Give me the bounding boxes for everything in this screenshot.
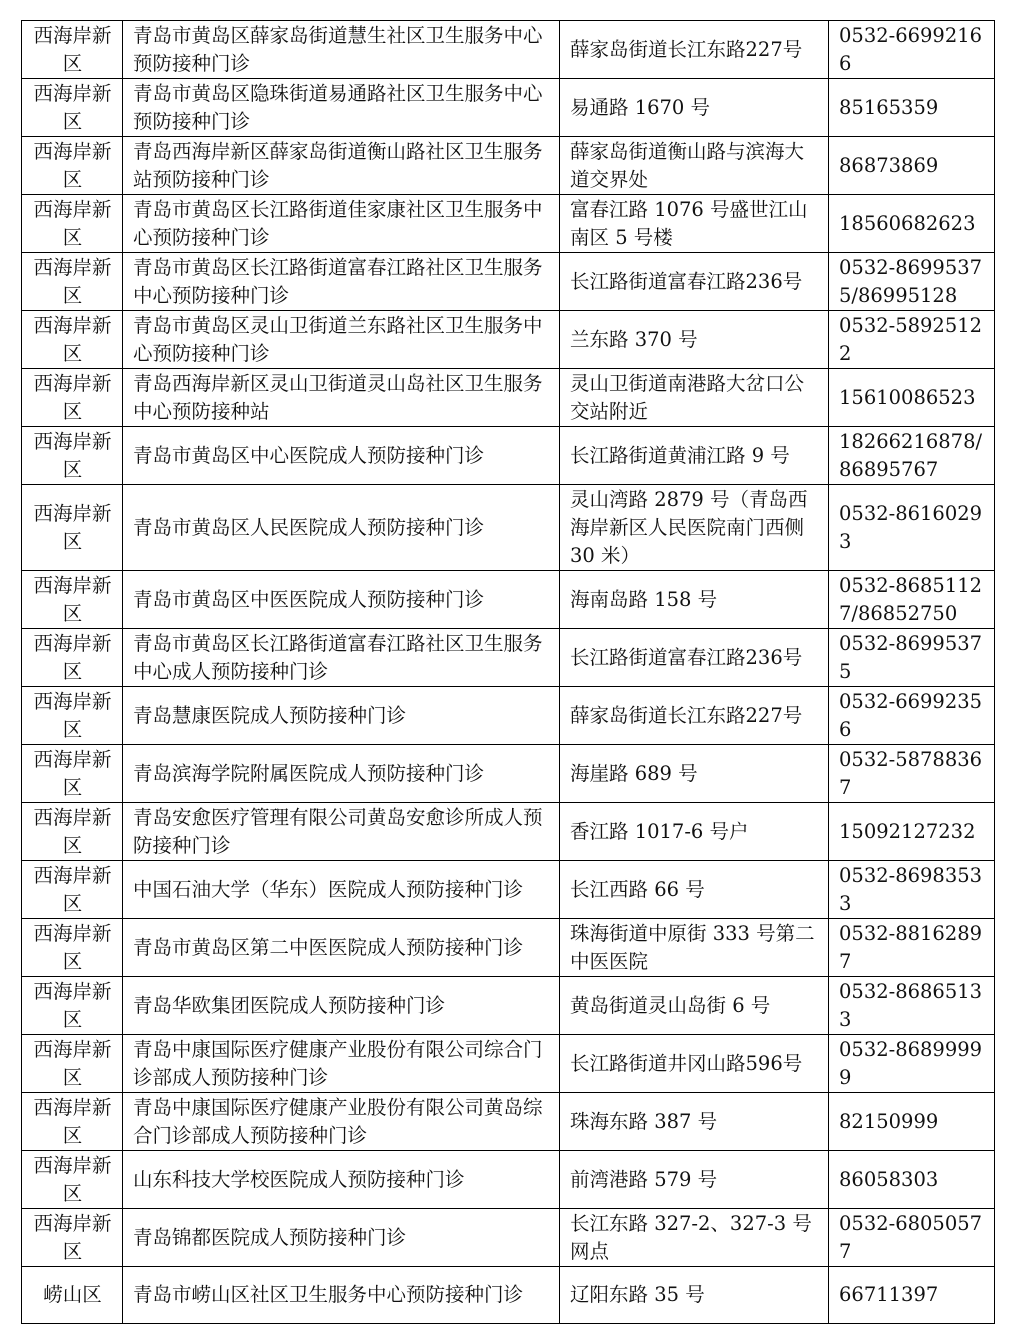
table-row (22, 369, 995, 427)
table-row (22, 1209, 995, 1267)
district-cell: 西海岸新区 (22, 311, 123, 369)
table-row (22, 629, 995, 687)
district-cell: 西海岸新区 (22, 137, 123, 195)
district-cell: 西海岸新区 (22, 427, 123, 485)
table-row (22, 803, 995, 861)
address-cell: 珠海街道中原街 333 号第二中医医院 (560, 919, 829, 977)
table-row (22, 1093, 995, 1151)
address-cell: 长江路街道黄浦江路 9 号 (560, 427, 829, 485)
clinic-table-body (22, 21, 995, 1324)
table-row (22, 919, 995, 977)
address-cell: 薛家岛街道长江东路227号 (560, 21, 829, 79)
district-cell: 西海岸新区 (22, 1093, 123, 1151)
address-cell: 长江路街道富春江路236号 (560, 253, 829, 311)
district-cell: 西海岸新区 (22, 1151, 123, 1209)
address-cell: 长江路街道富春江路236号 (560, 629, 829, 687)
clinic-name-cell: 青岛市黄岛区长江路街道富春江路社区卫生服务中心预防接种门诊 (123, 253, 560, 311)
phone-cell: 0532-86983533 (829, 861, 995, 919)
clinic-name-cell: 青岛市黄岛区长江路街道佳家康社区卫生服务中心预防接种门诊 (123, 195, 560, 253)
address-cell: 灵山湾路 2879 号（青岛西海岸新区人民医院南门西侧 30 米） (560, 485, 829, 571)
phone-cell: 0532-58788367 (829, 745, 995, 803)
phone-cell: 86873869 (829, 137, 995, 195)
clinic-name-cell: 青岛市黄岛区薛家岛街道慧生社区卫生服务中心预防接种门诊 (123, 21, 560, 79)
table-row (22, 1035, 995, 1093)
clinic-name-cell: 青岛西海岸新区薛家岛街道衡山路社区卫生服务站预防接种门诊 (123, 137, 560, 195)
clinic-name-cell: 青岛市黄岛区人民医院成人预防接种门诊 (123, 485, 560, 571)
clinic-name-cell: 青岛市黄岛区长江路街道富春江路社区卫生服务中心成人预防接种门诊 (123, 629, 560, 687)
district-cell: 西海岸新区 (22, 919, 123, 977)
district-cell: 西海岸新区 (22, 629, 123, 687)
clinic-name-cell: 青岛慧康医院成人预防接种门诊 (123, 687, 560, 745)
address-cell: 易通路 1670 号 (560, 79, 829, 137)
clinic-name-cell: 青岛华欧集团医院成人预防接种门诊 (123, 977, 560, 1035)
clinic-table (21, 20, 995, 1324)
table-row (22, 253, 995, 311)
address-cell: 长江西路 66 号 (560, 861, 829, 919)
address-cell: 富春江路 1076 号盛世江山南区 5 号楼 (560, 195, 829, 253)
address-cell: 前湾港路 579 号 (560, 1151, 829, 1209)
clinic-name-cell: 山东科技大学校医院成人预防接种门诊 (123, 1151, 560, 1209)
vaccination-clinic-list (21, 20, 995, 1324)
phone-cell: 85165359 (829, 79, 995, 137)
table-row (22, 311, 995, 369)
phone-cell: 86058303 (829, 1151, 995, 1209)
table-row (22, 21, 995, 79)
table-row (22, 861, 995, 919)
clinic-name-cell: 青岛锦都医院成人预防接种门诊 (123, 1209, 560, 1267)
clinic-name-cell: 青岛市黄岛区中医医院成人预防接种门诊 (123, 571, 560, 629)
clinic-name-cell: 青岛西海岸新区灵山卫街道灵山岛社区卫生服务中心预防接种站 (123, 369, 560, 427)
district-cell: 西海岸新区 (22, 253, 123, 311)
phone-cell: 0532-68050577 (829, 1209, 995, 1267)
phone-cell: 15092127232 (829, 803, 995, 861)
clinic-name-cell: 青岛滨海学院附属医院成人预防接种门诊 (123, 745, 560, 803)
district-cell: 西海岸新区 (22, 79, 123, 137)
district-cell: 西海岸新区 (22, 803, 123, 861)
phone-cell: 0532-86160293 (829, 485, 995, 571)
district-cell: 西海岸新区 (22, 1209, 123, 1267)
district-cell: 西海岸新区 (22, 21, 123, 79)
phone-cell: 0532-86851127/86852750 (829, 571, 995, 629)
address-cell: 香江路 1017-6 号户 (560, 803, 829, 861)
table-row (22, 79, 995, 137)
clinic-name-cell: 青岛市黄岛区中心医院成人预防接种门诊 (123, 427, 560, 485)
district-cell: 崂山区 (22, 1267, 123, 1324)
clinic-name-cell: 青岛中康国际医疗健康产业股份有限公司综合门诊部成人预防接种门诊 (123, 1035, 560, 1093)
clinic-name-cell: 中国石油大学（华东）医院成人预防接种门诊 (123, 861, 560, 919)
address-cell: 珠海东路 387 号 (560, 1093, 829, 1151)
phone-cell: 18560682623 (829, 195, 995, 253)
address-cell: 长江东路 327-2、327-3 号网点 (560, 1209, 829, 1267)
phone-cell: 66711397 (829, 1267, 995, 1324)
clinic-name-cell: 青岛市黄岛区灵山卫街道兰东路社区卫生服务中心预防接种门诊 (123, 311, 560, 369)
phone-cell: 0532-86899999 (829, 1035, 995, 1093)
table-row (22, 485, 995, 571)
phone-cell: 0532-88162897 (829, 919, 995, 977)
phone-cell: 0532-66992166 (829, 21, 995, 79)
table-row (22, 1267, 995, 1324)
table-row (22, 1151, 995, 1209)
district-cell: 西海岸新区 (22, 687, 123, 745)
table-row (22, 687, 995, 745)
district-cell: 西海岸新区 (22, 745, 123, 803)
clinic-name-cell: 青岛市黄岛区隐珠街道易通路社区卫生服务中心预防接种门诊 (123, 79, 560, 137)
table-row (22, 977, 995, 1035)
table-row (22, 745, 995, 803)
table-row (22, 427, 995, 485)
address-cell: 海南岛路 158 号 (560, 571, 829, 629)
phone-cell: 0532-86995375 (829, 629, 995, 687)
district-cell: 西海岸新区 (22, 861, 123, 919)
address-cell: 辽阳东路 35 号 (560, 1267, 829, 1324)
address-cell: 长江路街道井冈山路596号 (560, 1035, 829, 1093)
clinic-name-cell: 青岛安愈医疗管理有限公司黄岛安愈诊所成人预防接种门诊 (123, 803, 560, 861)
address-cell: 灵山卫街道南港路大岔口公交站附近 (560, 369, 829, 427)
phone-cell: 0532-66992356 (829, 687, 995, 745)
district-cell: 西海岸新区 (22, 369, 123, 427)
address-cell: 薛家岛街道长江东路227号 (560, 687, 829, 745)
phone-cell: 15610086523 (829, 369, 995, 427)
district-cell: 西海岸新区 (22, 1035, 123, 1093)
table-row (22, 195, 995, 253)
district-cell: 西海岸新区 (22, 485, 123, 571)
phone-cell: 82150999 (829, 1093, 995, 1151)
district-cell: 西海岸新区 (22, 195, 123, 253)
clinic-name-cell: 青岛中康国际医疗健康产业股份有限公司黄岛综合门诊部成人预防接种门诊 (123, 1093, 560, 1151)
clinic-name-cell: 青岛市黄岛区第二中医医院成人预防接种门诊 (123, 919, 560, 977)
table-row (22, 137, 995, 195)
district-cell: 西海岸新区 (22, 977, 123, 1035)
phone-cell: 0532-86995375/86995128 (829, 253, 995, 311)
table-row (22, 571, 995, 629)
address-cell: 海崖路 689 号 (560, 745, 829, 803)
address-cell: 薛家岛街道衡山路与滨海大道交界处 (560, 137, 829, 195)
clinic-name-cell: 青岛市崂山区社区卫生服务中心预防接种门诊 (123, 1267, 560, 1324)
phone-cell: 0532-86865133 (829, 977, 995, 1035)
phone-cell: 18266216878/86895767 (829, 427, 995, 485)
address-cell: 兰东路 370 号 (560, 311, 829, 369)
district-cell: 西海岸新区 (22, 571, 123, 629)
address-cell: 黄岛街道灵山岛街 6 号 (560, 977, 829, 1035)
phone-cell: 0532-58925122 (829, 311, 995, 369)
